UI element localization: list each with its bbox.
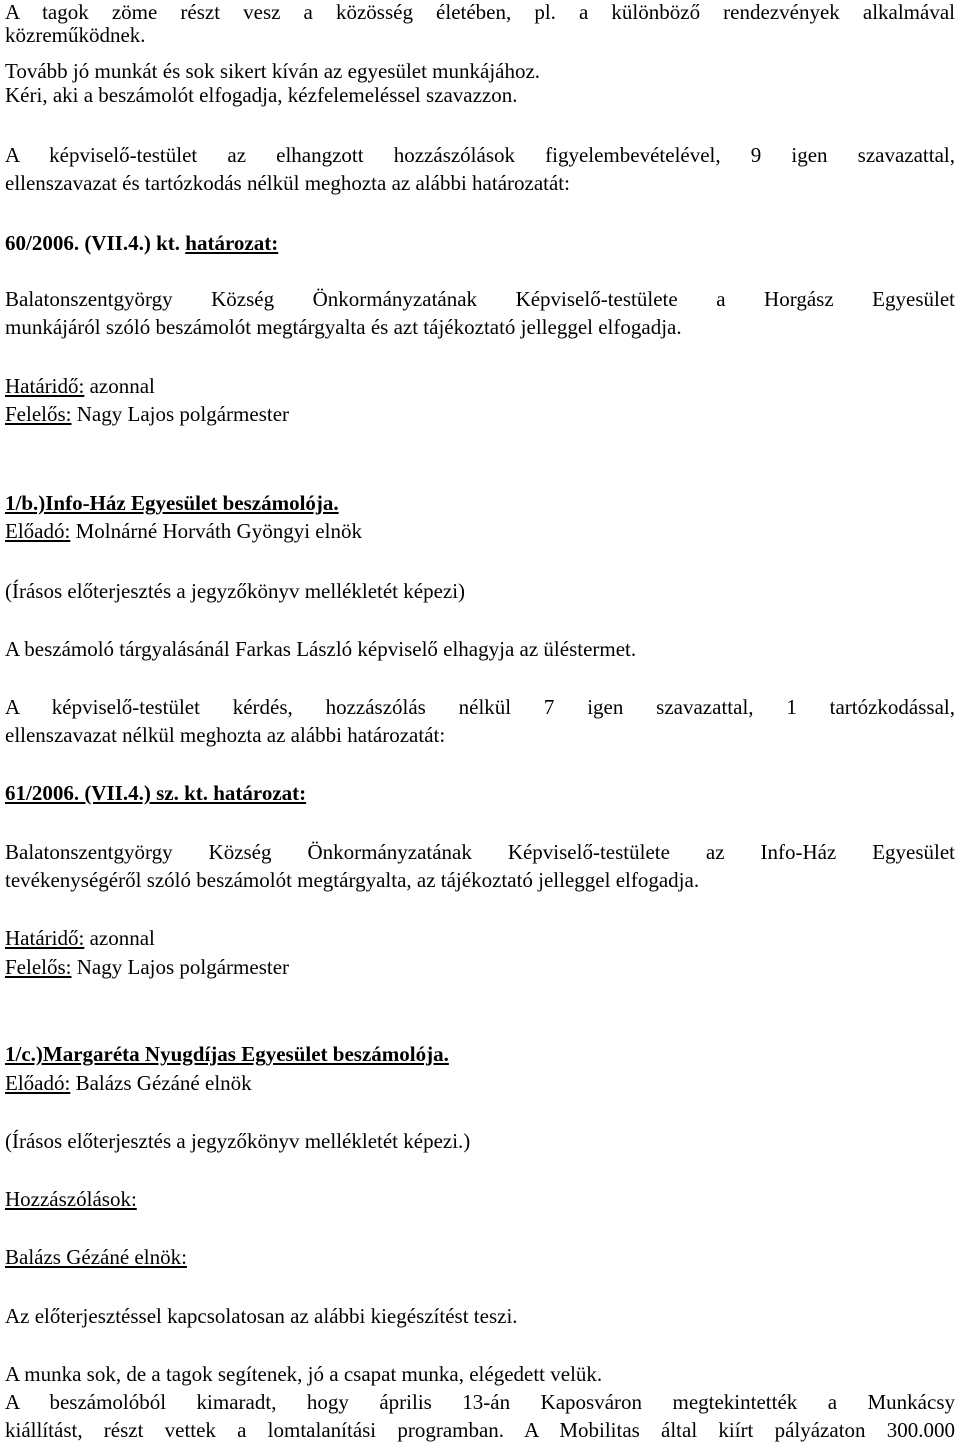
paragraph-line: A képviselő-testület kérdés, hozzászólás nélkül 7 igen szavazattal, 1 tartózkodással, <box>5 695 955 719</box>
resolution-60-heading <box>5 231 955 255</box>
deadline-label: Határidő: <box>5 374 85 398</box>
paragraph-line: A képviselő-testület az elhangzott hozzászólások figyelembevételével, 9 igen szavazattal, <box>5 143 955 167</box>
paragraph-line: közreműködnek. <box>5 23 146 47</box>
deadline-value: azonnal <box>84 374 155 398</box>
paragraph-line: tevékenységéről szóló beszámolót megtárgyalta, az tájékoztató jelleggel elfogadja. <box>5 868 700 892</box>
paragraph-line: A munka sok, de a tagok segítenek, jó a csapat munka, elégedett velük. <box>5 1362 603 1386</box>
deadline-line <box>5 926 955 950</box>
paragraph-line: Tovább jó munkát és sok sikert kíván az egyesület munkájához. <box>5 59 541 83</box>
paragraph-line: kiállítást, részt vettek a lomtalanítási programban. A Mobilitas által kiírt pályázaton 300.000 <box>5 1418 955 1442</box>
presenter-value: Balázs Gézáné elnök <box>70 1071 252 1095</box>
section-1b-title: 1/b.)Info-Ház Egyesület beszámolója. <box>5 491 339 515</box>
responsible-label: Felelős: <box>5 402 72 426</box>
presenter-label: Előadó: <box>5 519 71 543</box>
resolution-number: 60/2006. (VII.4.) kt. <box>5 231 181 255</box>
paragraph-line: A tagok zöme részt vesz a közösség életében, pl. a különböző rendezvények alkalmával <box>5 0 955 24</box>
paragraph-line: Kéri, aki a beszámolót elfogadja, kézfelemeléssel szavazzon. <box>5 83 518 107</box>
paragraph-line: A beszámoló tárgyalásánál Farkas László képviselő elhagyja az üléstermet. <box>5 637 637 661</box>
responsible-label: Felelős: <box>5 955 72 979</box>
speaker-label: Balázs Gézáné elnök: <box>5 1245 187 1269</box>
deadline-line <box>5 374 955 398</box>
paragraph-line: Balatonszentgyörgy Község Önkormányzatának Képviselő-testülete az Info-Ház Egyesület <box>5 840 955 864</box>
paragraph-line: munkájáról szóló beszámolót megtárgyalta és azt tájékoztató jelleggel elfogadja. <box>5 315 682 339</box>
deadline-value: azonnal <box>84 926 155 950</box>
paragraph-line: ellenszavazat nélkül meghozta az alábbi határozatát: <box>5 723 446 747</box>
presenter-label: Előadó: <box>5 1071 71 1095</box>
attachment-note: (Írásos előterjesztés a jegyzőkönyv mellékletét képezi.) <box>5 1129 471 1153</box>
resolution-61-heading: 61/2006. (VII.4.) sz. kt. határozat: <box>5 781 307 805</box>
responsible-value: Nagy Lajos polgármester <box>71 402 290 426</box>
presenter-line <box>5 519 955 543</box>
paragraph-line: Balatonszentgyörgy Község Önkormányzatának Képviselő-testülete a Horgász Egyesület <box>5 287 955 311</box>
responsible-value: Nagy Lajos polgármester <box>71 955 290 979</box>
presenter-line <box>5 1071 955 1095</box>
comments-heading: Hozzászólások: <box>5 1187 137 1211</box>
responsible-line <box>5 402 955 426</box>
paragraph-line: ellenszavazat és tartózkodás nélkül meghozta az alábbi határozatát: <box>5 171 570 195</box>
attachment-note: (Írásos előterjesztés a jegyzőkönyv mellékletét képezi) <box>5 579 466 603</box>
resolution-label: határozat: <box>185 231 279 255</box>
presenter-value: Molnárné Horváth Gyöngyi elnök <box>70 519 362 543</box>
section-1c-title: 1/c.)Margaréta Nyugdíjas Egyesület beszámolója. <box>5 1042 449 1066</box>
paragraph-line: A beszámolóból kimaradt, hogy április 13-án Kaposváron megtekintették a Munkácsy <box>5 1390 955 1414</box>
deadline-label: Határidő: <box>5 926 85 950</box>
responsible-line <box>5 955 955 979</box>
paragraph-line: Az előterjesztéssel kapcsolatosan az alábbi kiegészítést teszi. <box>5 1304 518 1328</box>
